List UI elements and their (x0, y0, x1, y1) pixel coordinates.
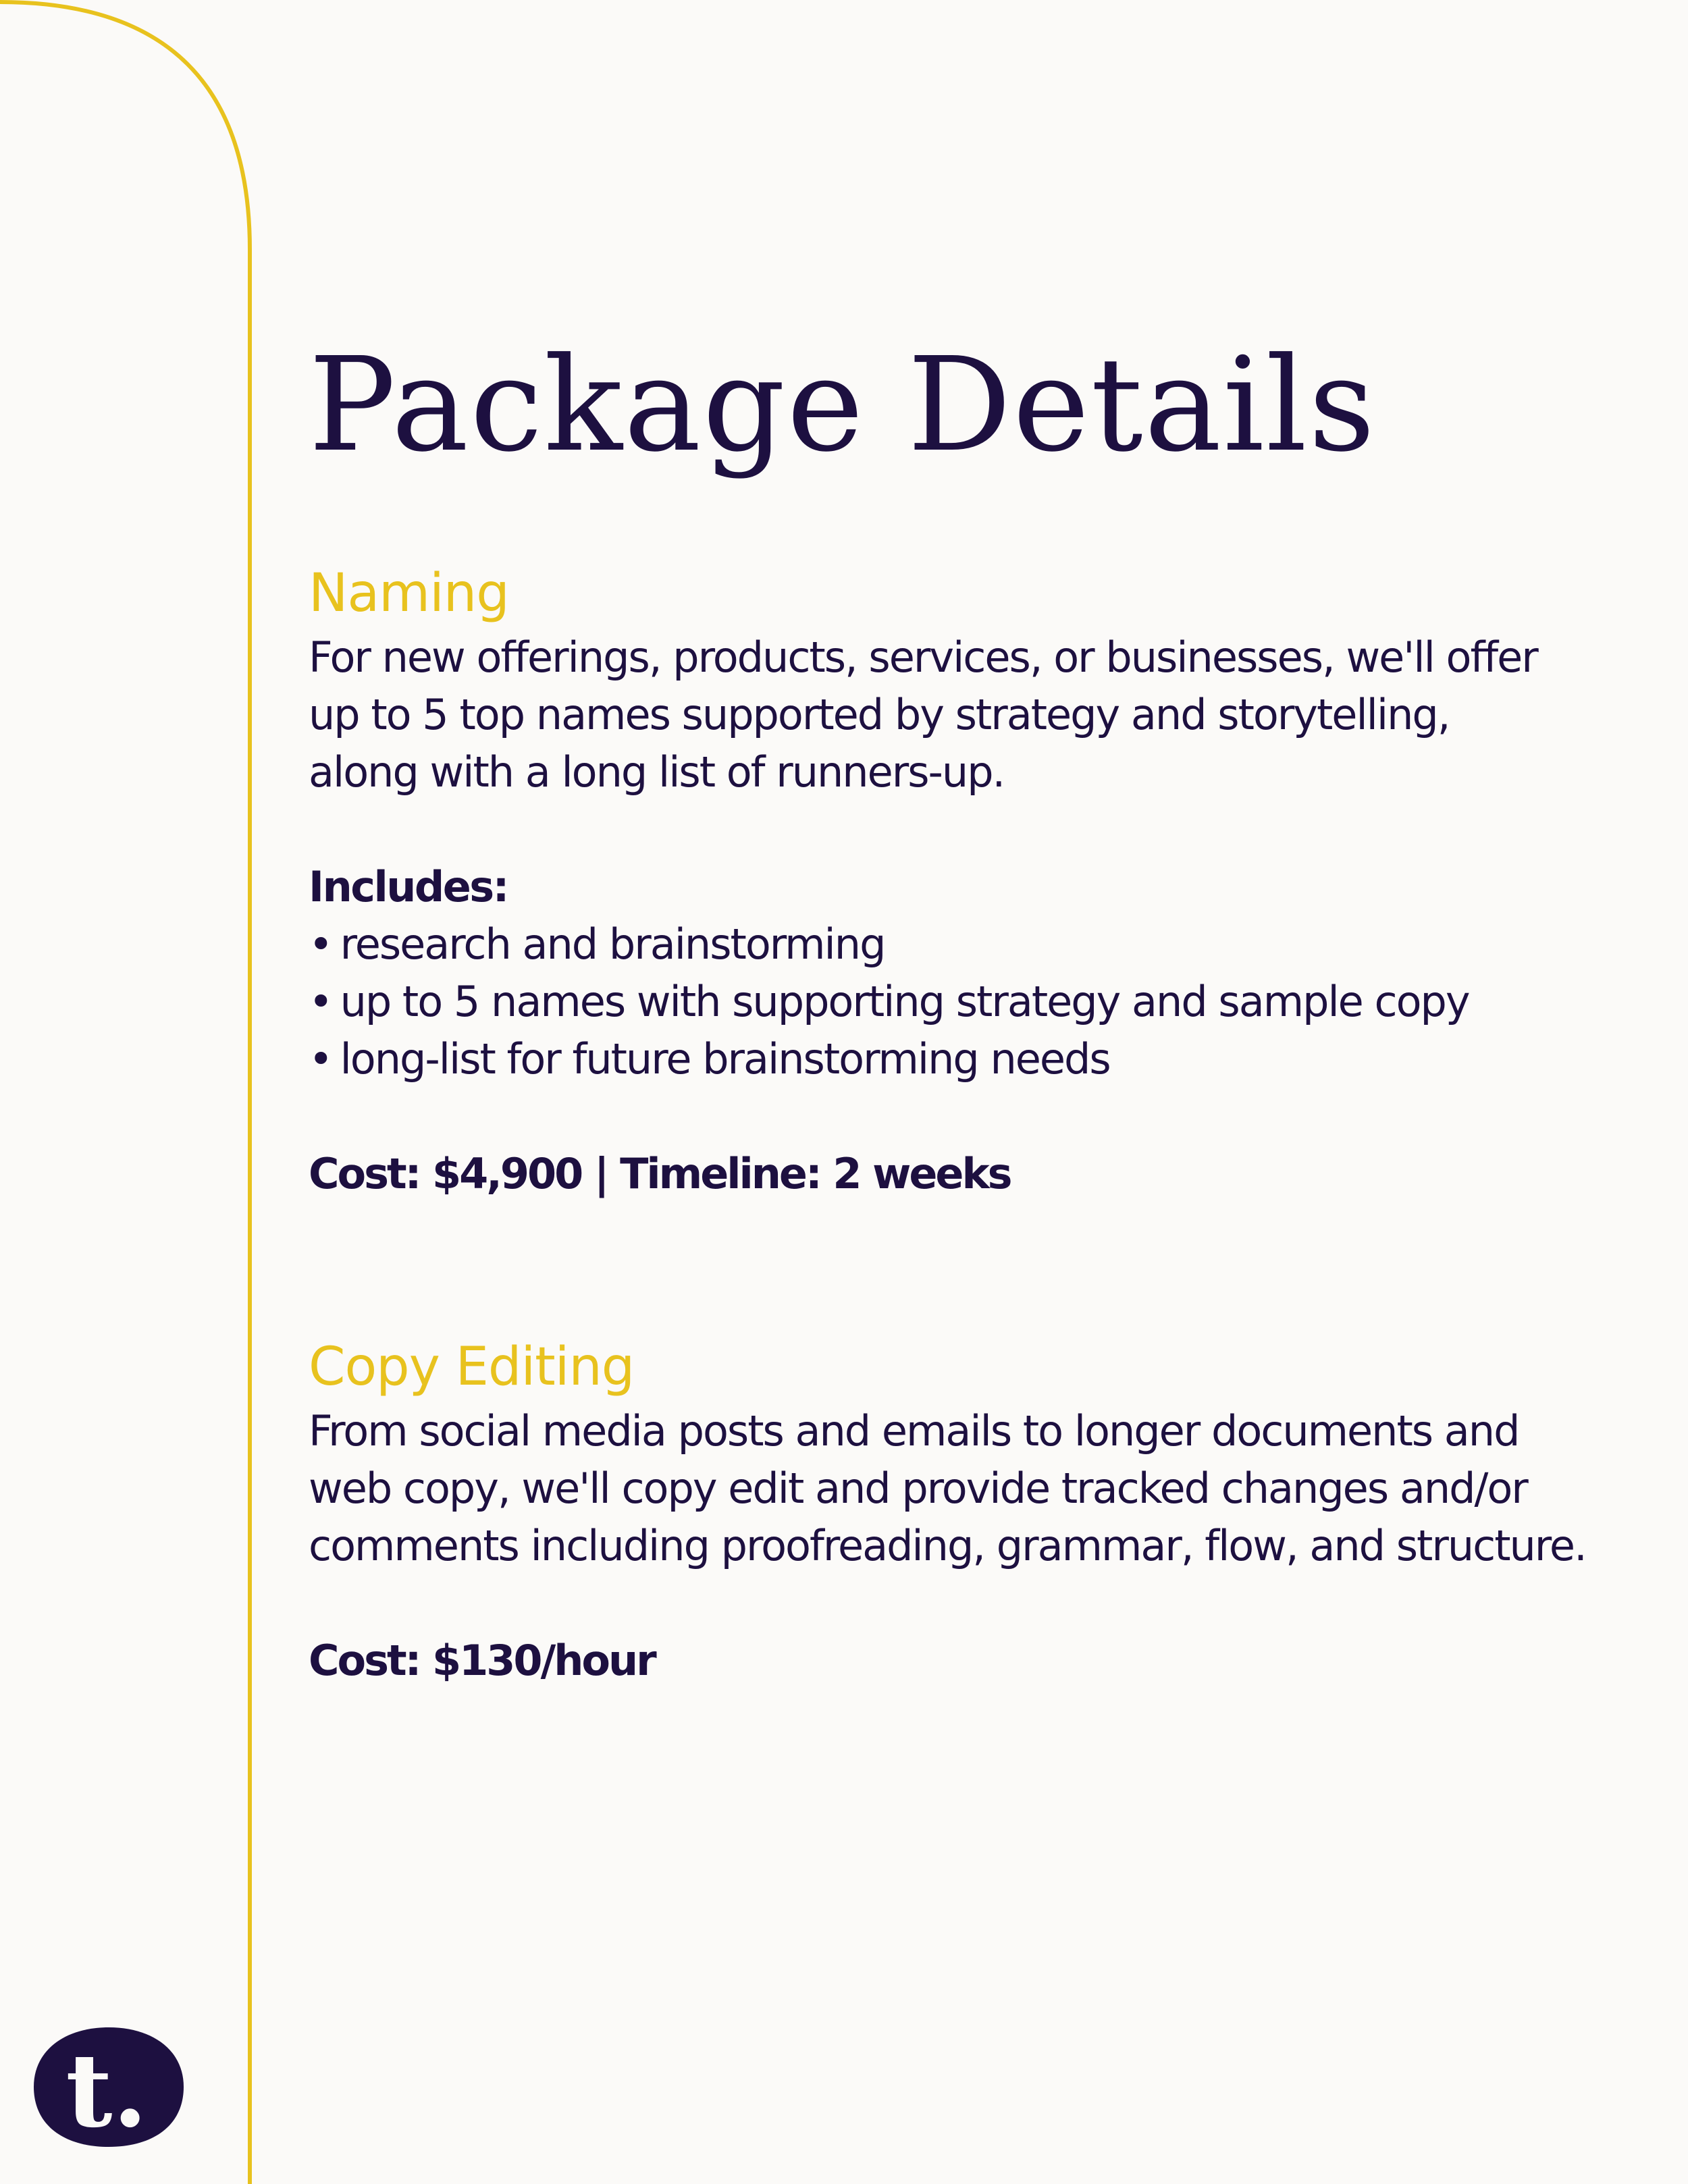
copy-editing-description (309, 1402, 1645, 1574)
naming-heading: Naming (309, 563, 509, 624)
naming-description (309, 629, 1645, 801)
naming-description-line: along with a long list of runners-up. (309, 747, 1005, 797)
copy-editing-description-line: From social media posts and emails to longer documents and (309, 1406, 1519, 1456)
copy-editing-description-line: comments including proofreading, grammar, flow, and structure. (309, 1520, 1586, 1570)
copy-editing-description-line: web copy, we'll copy edit and provide tracked changes and/or (309, 1463, 1527, 1513)
bullet-icon: • (309, 976, 332, 1026)
includes-label: Includes: (309, 861, 508, 911)
list-item-text: up to 5 names with supporting strategy and sample copy (340, 976, 1469, 1026)
copy-editing-section (309, 1337, 1645, 1689)
list-item (309, 1030, 1645, 1088)
naming-section (309, 564, 1645, 1202)
naming-cost: Cost: $4,900 | Timeline: 2 weeks (309, 1148, 1011, 1198)
brand-logo-icon (32, 2025, 185, 2150)
list-item (309, 915, 1645, 973)
list-item-text: long-list for future brainstorming needs (340, 1034, 1110, 1084)
naming-description-line: For new offerings, products, services, or businesses, we'll offer (309, 632, 1537, 682)
copy-editing-heading: Copy Editing (309, 1337, 635, 1397)
includes-list (309, 915, 1645, 1088)
list-item-text: research and brainstorming (340, 919, 885, 969)
copy-editing-cost: Cost: $130/hour (309, 1635, 655, 1685)
logo-letter: t. (65, 2031, 148, 2150)
bullet-icon: • (309, 919, 332, 969)
bullet-icon: • (309, 1034, 332, 1084)
list-item (309, 973, 1645, 1030)
page-title: Package Details (309, 330, 1377, 481)
naming-description-line: up to 5 top names supported by strategy and storytelling, (309, 689, 1450, 739)
